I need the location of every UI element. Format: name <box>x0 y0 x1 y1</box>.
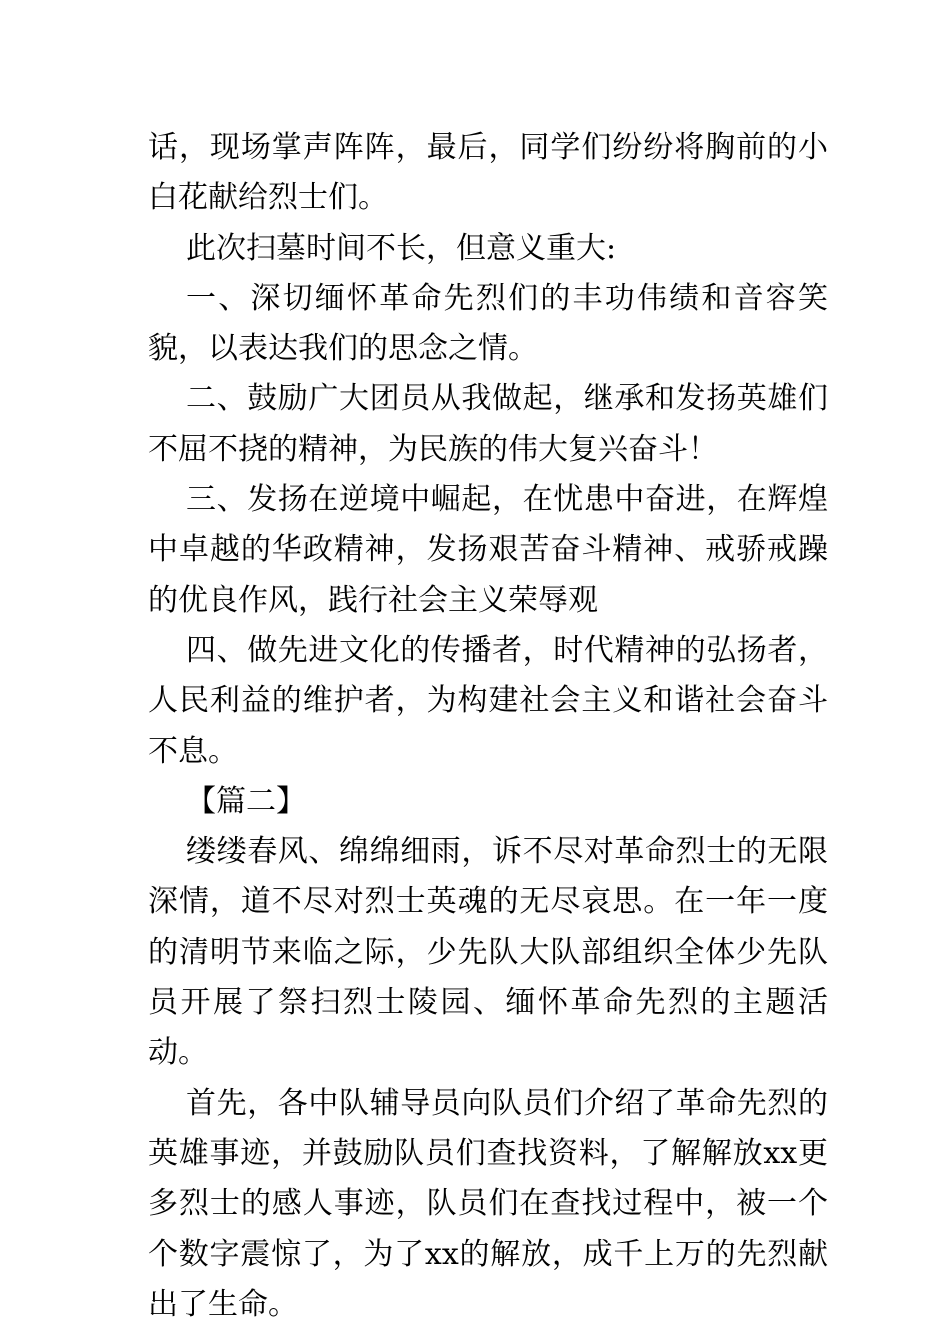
paragraph-point-two: 二、鼓励广大团员从我做起，继承和发扬英雄们不屈不挠的精神，为民族的伟大复兴奋斗！ <box>148 381 828 467</box>
document-body <box>148 123 828 1330</box>
paragraph-point-three: 三、发扬在逆境中崛起，在忧患中奋进，在辉煌中卓越的华政精神，发扬艰苦奋斗精神、戒骄戒躁的优良作风，践行社会主义荣辱观 <box>148 482 828 618</box>
paragraph-section-two-body: 首先，各中队辅导员向队员们介绍了革命先烈的英雄事迹，并鼓励队员们查找资料，了解解放xx更多烈士的感人事迹，队员们在查找过程中，被一个个数字震惊了，为了xx的解放，成千上万的先烈献出了生命。 <box>148 1085 828 1322</box>
paragraph-section-two-intro: 缕缕春风、绵绵细雨，诉不尽对革命烈士的无限深情，道不尽对烈士英魂的无尽哀思。在一年一度的清明节来临之际，少先队大队部组织全体少先队员开展了祭扫烈士陵园、缅怀革命先烈的主题活动。 <box>148 834 828 1071</box>
section-heading: 【篇二】 <box>186 783 306 819</box>
paragraph-significance-intro: 此次扫墓时间不长，但意义重大: <box>186 230 617 266</box>
paragraph-point-one: 一、深切缅怀革命先烈们的丰功伟绩和音容笑貌，以表达我们的思念之情。 <box>148 280 828 367</box>
paragraph-continuation: 话，现场掌声阵阵，最后，同学们纷纷将胸前的小白花献给烈士们。 <box>148 130 828 216</box>
paragraph-point-four: 四、做先进文化的传播者，时代精神的弘扬者，人民利益的维护者，为构建社会主义和谐社会奋斗不息。 <box>148 632 828 769</box>
